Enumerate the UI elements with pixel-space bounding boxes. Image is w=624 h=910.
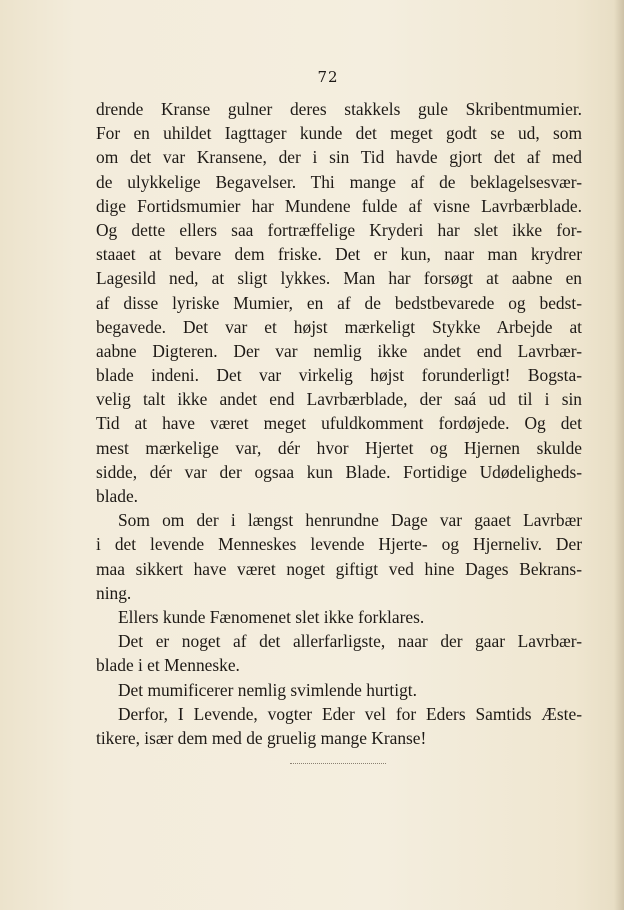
text-line: aabne Digteren. Der var nemlig ikke andet end Lavrbær- [96,340,582,361]
text-line: begavede. Det var et højst mærkeligt Stykke Arbejde at [96,316,582,337]
text-line: Derfor, I Levende, vogter Eder vel for Eders Samtids Æste- [118,703,582,724]
text-line: i det levende Menneskes levende Hjerte- og Hjerneliv. Der [96,534,582,555]
text-line: drende Kranse gulner deres stakkels gule Skribentmumier. [96,99,582,119]
text-line: velig talt ikke andet end Lavrbærblade, der saá ud til i sin [96,389,582,410]
text-line: staaet at bevare dem friske. Det er kun, naar man krydrer [96,244,582,265]
text-line: om det var Kransene, der i sin Tid havde gjort det af med [96,147,582,168]
dotted-rule [290,763,386,764]
text-line: mest mærkelige var, dér hvor Hjertet og Hjernen skulde [96,437,582,458]
text-line: tikere, især dem med de gruelig mange Kranse! [96,727,427,748]
text-line: Det er noget af det allerfarligste, naar der gaar Lavrbær- [118,631,582,652]
text-line: Som om der i længst henrundne Dage var gaaet Lavrbær [118,510,582,531]
text-line: af disse lyriske Mumier, en af de bedstbevarede og bedst- [96,292,582,313]
text-line: de ulykkelige Begavelser. Thi mange af de beklagelsesvær- [96,171,582,192]
text-line: sidde, dér var der ogsaa kun Blade. Fortidige Udødeligheds- [96,461,582,482]
text-line: Det mumificerer nemlig svimlende hurtigt. [118,679,417,700]
text-line: Tid at have været meget ufuldkomment fordøjede. Og det [96,413,582,434]
page-edge-shadow [614,0,624,910]
text-line: blade i et Menneske. [96,655,240,676]
text-line: blade. [96,486,139,506]
text-line: Lagesild ned, at sligt lykkes. Man har forsøgt at aabne en [96,268,582,289]
text-line: ning. [96,582,132,603]
text-line: Og dette ellers saa fortræffelige Kryderi har slet ikke for- [96,219,582,240]
text-line: dige Fortidsmumier har Mundene fulde af visne Lavrbærblade. [96,195,582,216]
page-number: 72 [317,68,339,86]
text-line: maa sikkert have været noget giftigt ved hine Dages Bekrans- [96,558,582,579]
text-line: blade indeni. Det var virkelig højst forunderligt! Bogsta- [96,365,582,386]
text-line: Ellers kunde Fænomenet slet ikke forklares. [118,606,425,627]
body-text [96,97,582,750]
text-line: For en uhildet Iagttager kunde det meget godt se ud, som [96,123,582,144]
